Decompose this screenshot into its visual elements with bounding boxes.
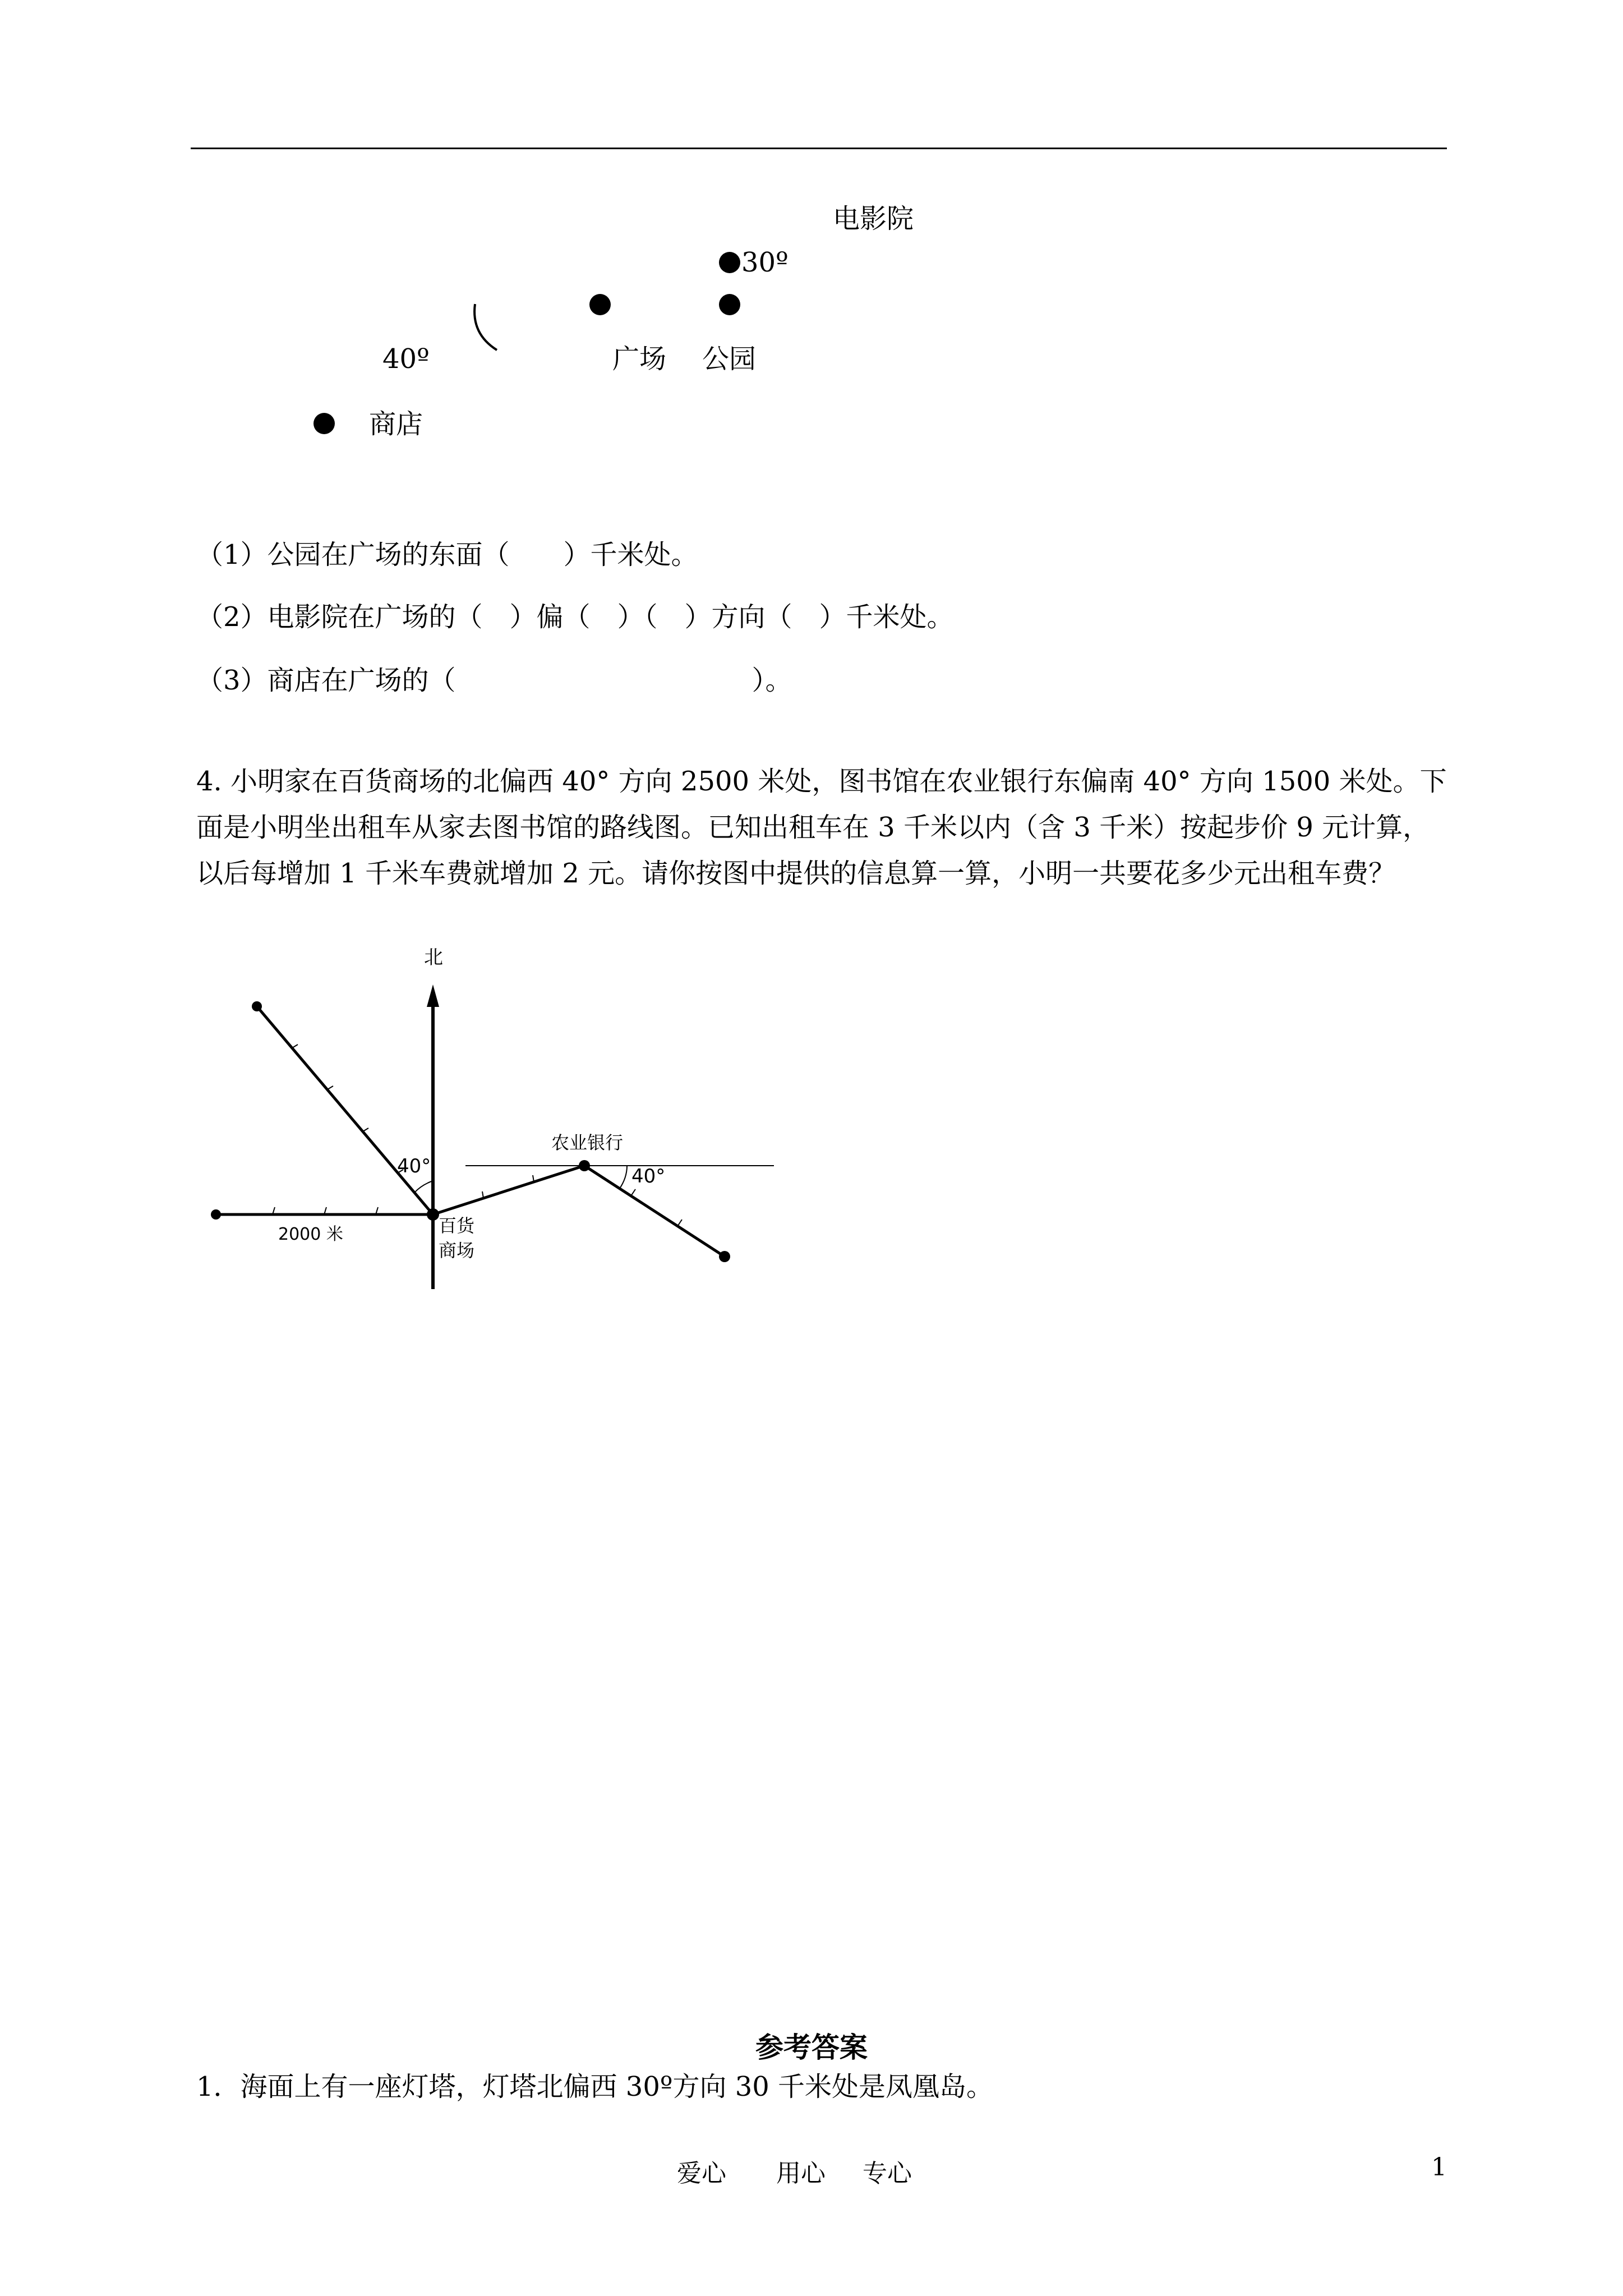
home-angle-label: 40° — [397, 1155, 431, 1177]
north-label: 北 — [424, 946, 443, 969]
footer-item: 爱心 — [677, 2159, 726, 2188]
answer-1: 1．海面上有一座灯塔，灯塔北偏西 30º方向 30 千米处是凤凰岛。 — [196, 2071, 994, 2102]
page-number: 1 — [1431, 2153, 1447, 2182]
footer-item: 专心 — [863, 2159, 912, 2188]
route-map — [196, 931, 813, 1313]
scale-label: 2000 米 — [278, 1225, 343, 1244]
question-1: （1）公园在广场的东面（ ）千米处。 — [196, 539, 698, 570]
shop-label: 商店 — [369, 408, 423, 440]
question-2: （2）电影院在广场的（ ）偏（ ）（ ）方向（ ）千米处。 — [196, 601, 954, 633]
angle-40-label: 40º — [382, 343, 430, 375]
park-label: 公园 — [702, 343, 757, 375]
cinema-label: 电影院 — [833, 203, 914, 234]
square-label: 广场 — [612, 343, 667, 375]
angle-arc — [460, 297, 505, 353]
header-rule — [191, 148, 1447, 149]
shop-point — [313, 413, 335, 434]
store-label-line-1: 百货 — [439, 1215, 475, 1236]
cinema-point — [719, 252, 740, 273]
park-point — [719, 294, 740, 315]
bank-label: 农业银行 — [551, 1132, 624, 1153]
store-label-line-2: 商场 — [439, 1240, 475, 1261]
problem-4-text: 4. 小明家在百货商场的北偏西 40° 方向 2500 米处，图书馆在农业银行东偏南 40° 方向 1500 米处。下面是小明坐出租车从家去图书馆的路线图。已知出租车在 3 千米以内（含 3 千米）按起步价 9 元计算，以后每增加 1 千米车费就增加 2 元。请你按图中提供的信息算一算，小明一共要花多少元出租车费？ — [196, 766, 1447, 889]
square-point — [589, 294, 611, 315]
answers-title: 参考答案 — [755, 2031, 868, 2064]
angle-30-label: 30º — [741, 247, 789, 278]
question-3: （3）商店在广场的（ ）。 — [196, 665, 792, 696]
footer-item: 用心 — [776, 2159, 826, 2188]
bank-angle-label: 40° — [631, 1165, 666, 1188]
